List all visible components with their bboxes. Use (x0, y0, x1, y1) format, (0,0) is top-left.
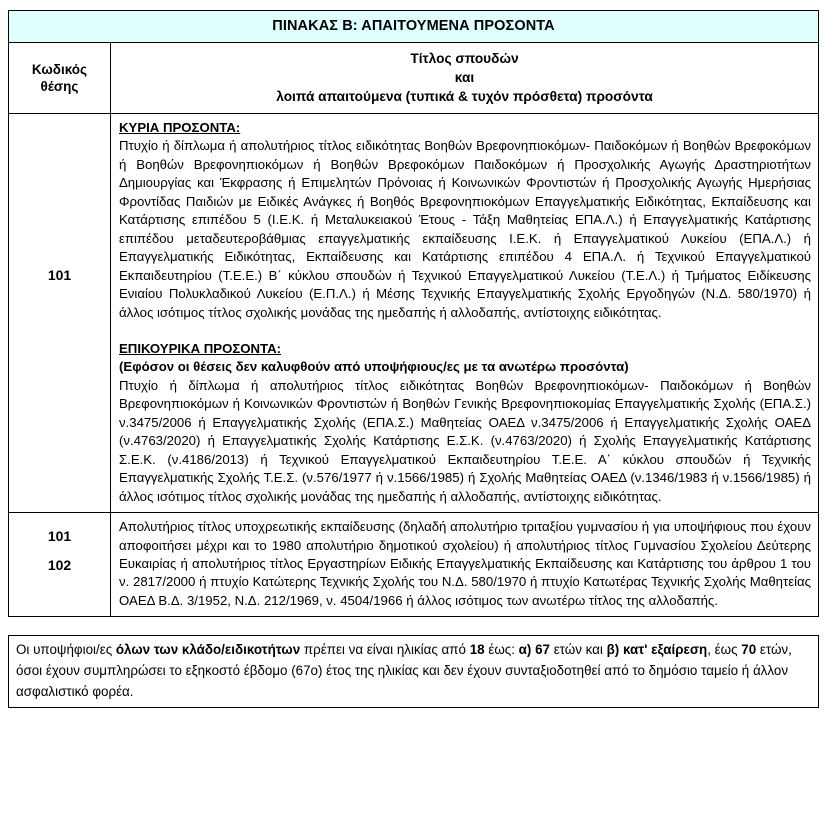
table-row (9, 513, 819, 617)
note-seg-10-bold: 70 (741, 642, 757, 658)
auxiliary-qualifications-text: Πτυχίο ή δίπλωμα ή απολυτήριος τίτλος ειδικότητας Βοηθών Βρεφονηπιοκόμων- Παιδοκόμων ή Βοηθών Βρεφονηπιοκόμων ή Κοινωνικών Φροντιστών ή Βοηθών Γενικής Βρεφονηπιοκομίας Επαγγελματικής Σχολής (ΕΠΑ.Σ.) ν.3475/2006 ή Επαγγελματικής Σχολής (ΕΠΑ.Σ.) Μαθητείας ΟΑΕΔ ν.3475/2006 ή Επαγγελματικής Σχολής ΟΑΕΔ (ν.4763/2020) ή Επαγγελματικής Σχολής Κατάρτισης Ε.Σ.Κ. (ν.4763/2020) ή Σχολής Επαγγελματικής Κατάρτισης Σ.Ε.Κ. (ν.4186/2013) ή Τεχνικού Επαγγελματικού Εκπαιδευτηρίου Τ.Ε.Ε. Α΄ κύκλου σπουδών ή Τεχνικής Επαγγελματικής Σχολής Τ.Ε.Σ. (ν.576/1977 ή ν.1566/1985) ή Σχολής Μαθητείας ΟΑΕΔ (ν.1346/1983 ή ν.1566/1985) ή άλλος ισότιμος τίτλος σχολικής μονάδας της ημεδαπής ή αλλοδαπής, αντίστοιχης ειδικότητας. (119, 377, 811, 504)
table-title-row (9, 11, 819, 43)
header-title-line3: λοιπά απαιτούμενα (τυπικά & τυχόν πρόσθετα) προσόντα (276, 89, 653, 104)
qualifications-cell-101 (111, 114, 819, 513)
header-code-line1: Κωδικός (31, 62, 88, 77)
note-seg-3: πρέπει να είναι ηλικίας από (300, 642, 470, 658)
header-title-line1: Τίτλος σπουδών (410, 51, 519, 66)
paragraph-spacer (119, 322, 811, 340)
main-qualifications-text: Πτυχίο ή δίπλωμα ή απολυτήριος τίτλος ειδικότητας Βοηθών Βρεφονηπιοκόμων- Παιδοκόμων ή Βοηθών Βρεφοκόμων ή Βοηθών Βρεφονηπιοκόμων ή Βοηθών Βρεφοκόμων Παιδοκόμων ή Προσχολικής Αγωγής Δραστηριοτήτων Δημιουργίας και Έκφρασης ή Επιμελητών Πρόνοιας ή Κοινωνικών Φροντιστών ή Προσχολικής Αγωγής Ημερήσιας Φροντίδας Παιδιών με Ειδικές Ανάγκες ή Βοηθός Βρεφονηπιοκόμων Επαγγελματικής Ειδικότητας, Εκπαίδευσης και Κατάρτισης επιπέδου 5 (Ι.Ε.Κ. ή Μεταλυκειακού Έτους - Τάξη Μαθητείας ΕΠΑ.Λ.) ή Επαγγελματικής Κατάρτισης επιπέδου μεταδευτεροβάθμιας επαγγελματικής εκπαίδευσης Ι.Ε.Κ. ή Επαγγελματικού Λυκείου (ΕΠΑ.Λ.) ή Επαγγελματικής Ειδικότητας, Εκπαίδευσης και Κατάρτισης επιπέδου 4 ΕΠΑ.Λ. ή Τεχνικού Επαγγελματικού Εκπαιδευτηρίου (Τ.Ε.Ε.) Β΄ κύκλου σπουδών ή Τεχνικού Επαγγελματικού Λυκείου (Τ.Ε.Λ.) ή Τμήματος Ειδίκευσης Ενιαίου Πολυκλαδικού Λυκείου (Ε.Π.Λ.) ή Μέσης Τεχνικής Επαγγελματικής Σχολής Εργοδηγών (Ν.Δ. 580/1970) ή άλλος ισότιμος τίτλος σχολικής μονάδας της ημεδαπής ή αλλοδαπής, αντίστοιχης ειδικότητας. (119, 138, 811, 320)
position-code-101-auxiliary: 101 (47, 528, 72, 544)
age-requirement-note (8, 635, 819, 708)
required-qualifications-table (8, 10, 819, 617)
position-code-cell-102: 102 (9, 513, 111, 617)
auxiliary-qualifications-subheading: (Εφόσον οι θέσεις δεν καλυφθούν από υποψήφιους/ες με τα ανωτέρω προσόντα) (119, 359, 629, 375)
note-seg-7: ετών και (549, 642, 607, 658)
auxiliary-qualifications-heading: ΕΠΙΚΟΥΡΙΚΑ ΠΡΟΣΟΝΤΑ: (119, 340, 282, 356)
age-requirement-text (16, 640, 812, 702)
note-seg-1: Οι υποψήφιοι/ες (16, 642, 116, 658)
note-seg-9: , έως (707, 642, 742, 658)
table-row (9, 114, 819, 513)
note-seg-5: έως: (484, 642, 519, 658)
note-seg-2-bold: όλων των κλάδο/ειδικοτήτων (115, 642, 301, 658)
position-code-cell-101 (9, 114, 111, 544)
header-code-line2: θέσης (40, 79, 79, 94)
note-seg-4-bold: 18 (469, 642, 485, 658)
header-title-line2: και (454, 70, 475, 85)
qualifications-text-102: Απολυτήριος τίτλος υποχρεωτικής εκπαίδευσης (δηλαδή απολυτήριο τριταξίου γυμνασίου ή για υποψήφιους που έχουν αποφοιτήσει μέχρι και το 1980 απολυτήριο δημοτικού σχολείου) ή απολυτήριος τίτλος Γυμνασίου Σχολείου Δεύτερης Ευκαιρίας ή απολυτήριος τίτλος Εργαστηρίων Ειδικής Επαγγελματικής Εκπαίδευσης και Κατάρτισης του άρθρου 1 του ν. 2817/2000 ή πτυχίο Κατώτερης Τεχνικής Σχολής του Ν.Δ. 580/1970 ή πτυχίο Κατωτέρας Τεχνικής Σχολής Μαθητείας ΟΑΕΔ Β.Δ. 3/1952, Ν.Δ. 212/1969, ν. 4504/1966 ή άλλος ισότιμος των ανωτέρω τίτλος της αλλοδαπής. (119, 519, 811, 608)
table-header-row (9, 43, 819, 114)
table-title: ΠΙΝΑΚΑΣ Β: ΑΠΑΙΤΟΥΜΕΝΑ ΠΡΟΣΟΝΤΑ (9, 11, 819, 43)
qualifications-cell-102 (111, 513, 819, 617)
note-seg-8-bold: β) κατ' εξαίρεση (606, 642, 708, 658)
header-title-column (111, 43, 819, 114)
position-code-101-main: 101 (47, 267, 72, 283)
header-code-column (9, 43, 111, 114)
note-seg-11: ετών, όσοι έχουν συμπληρώσει το εξηκοστό έβδομο (67ο) έτος της ηλικίας και δεν έχουν συνταξιοδοτηθεί από το δημόσιο ταμείο ή άλλον ασφαλιστικό φορέα. (16, 642, 792, 699)
note-seg-6-bold: α) 67 (518, 642, 550, 658)
main-qualifications-heading: ΚΥΡΙΑ ΠΡΟΣΟΝΤΑ: (119, 120, 241, 135)
